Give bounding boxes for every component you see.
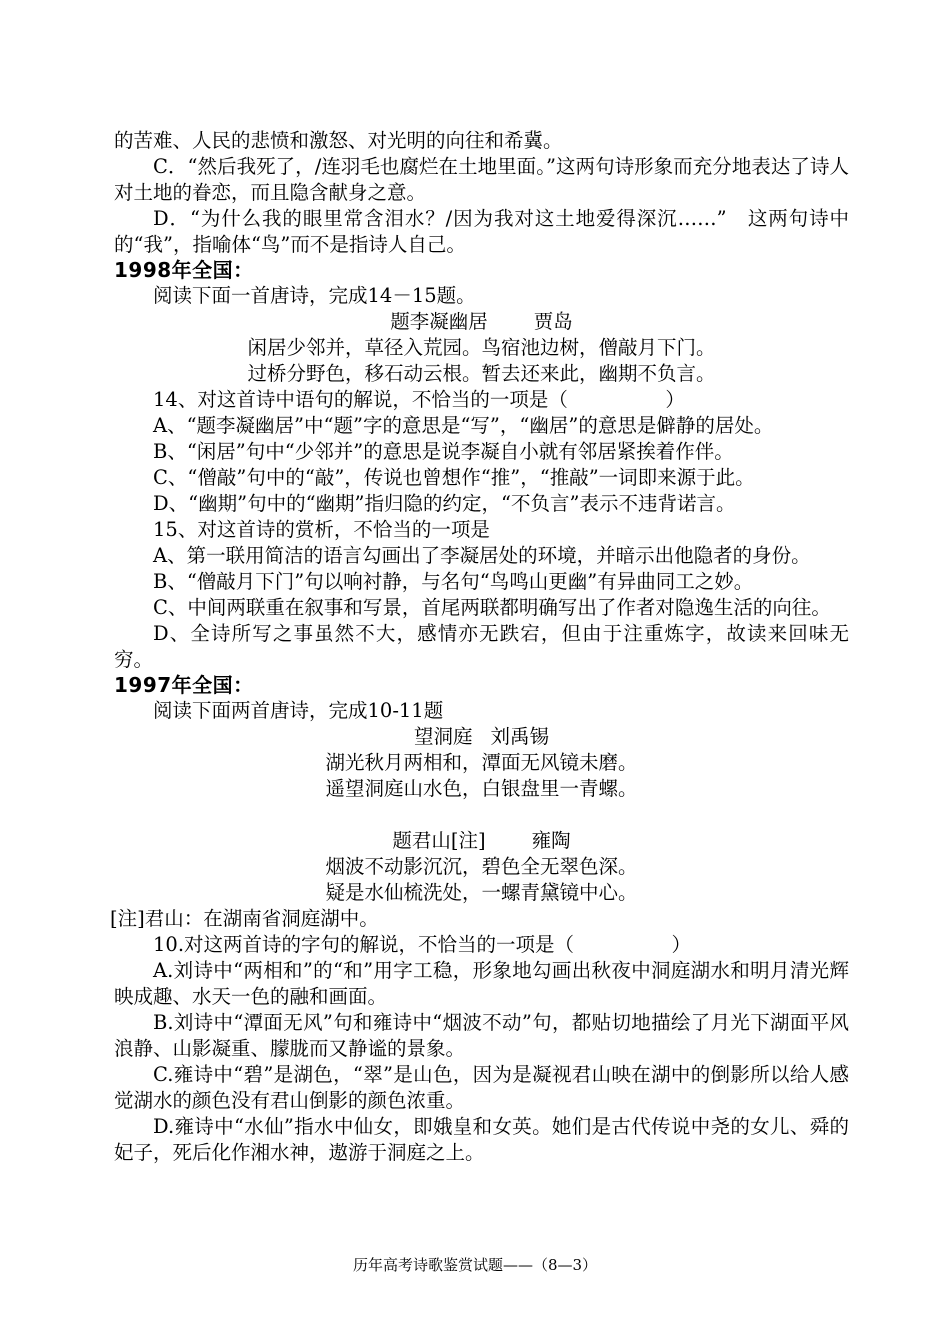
- section-heading-1997: 1997年全国：: [114, 673, 254, 697]
- q14-option-d: D、“幽期”句中的“幽期”指归隐的约定，“不负言”表示不违背诺言。: [153, 492, 736, 515]
- paragraph-continuation: 的苦难、人民的悲愤和激怒、对光明的向往和希冀。: [114, 129, 563, 152]
- question-14: 14、对这首诗中语句的解说，不恰当的一项是（ ）: [153, 388, 685, 411]
- poem2-line: 烟波不动影沉沉，碧色全无翠色深。: [325, 855, 638, 878]
- poem1-line: 湖光秋月两相和，潭面无风镜未磨。: [325, 751, 638, 774]
- q14-option-b: B、“闲居”句中“少邻并”的意思是说李凝自小就有邻居紧挨着作伴。: [153, 440, 734, 463]
- question-15: 15、对这首诗的赏析，不恰当的一项是: [153, 518, 490, 541]
- q15-option-d: D、全诗所写之事虽然不大，感情亦无跌宕，但由于注重炼字，故读来回味无穷。: [114, 622, 849, 671]
- intro-1997: 阅读下面两首唐诗，完成10-11题: [153, 699, 444, 722]
- poem2-line: 疑是水仙梳洗处，一螺青黛镜中心。: [325, 881, 638, 904]
- q15-option-b: B、“僧敲月下门”句以响衬静，与名句“鸟鸣山更幽”有异曲同工之妙。: [153, 570, 754, 593]
- option-d-top: D．“为什么我的眼里常含泪水？/因为我对这土地爱得深沉……” 这两句诗中的“我”，指喻体“鸟”而不是指诗人自己。: [114, 207, 849, 256]
- page-footer: 历年高考诗歌鉴赏试题——（8—3）: [352, 1256, 598, 1274]
- poem1-line: 遥望洞庭山水色，白银盘里一青螺。: [325, 777, 638, 800]
- q10-option-a: A.刘诗中“两相和”的“和”用字工稳，形象地勾画出秋夜中洞庭湖水和明月清光辉映成趣、水天一色的融和画面。: [114, 959, 849, 1008]
- poem-title: 题李凝幽居: [390, 310, 488, 333]
- footnote: [注]君山：在湖南省洞庭湖中。: [110, 907, 379, 930]
- q10-option-b: B.刘诗中“潭面无风”句和雍诗中“烟波不动”句，都贴切地描绘了月光下湖面平风浪静、山影凝重、朦胧而又静谧的景象。: [114, 1011, 849, 1060]
- poem2-title: 题君山[注]: [392, 829, 486, 852]
- poem2-title-line: [114, 828, 849, 854]
- q15-option-c: C、中间两联重在叙事和写景，首尾两联都明确写出了作者对隐逸生活的向往。: [153, 596, 831, 619]
- option-c-top: C．“然后我死了，/连羽毛也腐烂在土地里面。”这两句诗形象而充分地表达了诗人对土地的眷恋，而且隐含献身之意。: [114, 155, 849, 204]
- q10-option-d: D.雍诗中“水仙”指水中仙女，即娥皇和女英。她们是古代传说中尧的女儿、舜的妃子，死后化作湘水神，遨游于洞庭之上。: [114, 1115, 849, 1164]
- question-10: 10.对这两首诗的字句的解说，不恰当的一项是（ ）: [153, 933, 692, 956]
- poem-title-line: [114, 309, 849, 335]
- poem-line: 过桥分野色，移石动云根。暂去还来此，幽期不负言。: [247, 362, 716, 385]
- q10-option-c: C.雍诗中“碧”是湖色，“翠”是山色，因为是凝视君山映在湖中的倒影所以给人感觉湖水的颜色没有君山倒影的颜色浓重。: [114, 1063, 849, 1112]
- intro-1998: 阅读下面一首唐诗，完成14－15题。: [153, 284, 476, 307]
- poem2-author: 雍陶: [531, 829, 571, 852]
- section-heading-1998: 1998年全国：: [114, 258, 254, 282]
- q15-option-a: A、第一联用简洁的语言勾画出了李凝居处的环境，并暗示出他隐者的身份。: [153, 544, 811, 567]
- poem1-title-line: [114, 724, 849, 750]
- page-content: [110, 128, 849, 1166]
- poem1-title: 望洞庭: [413, 725, 473, 748]
- q14-option-c: C、“僧敲”句中的“敲”，传说也曾想作“推”，“推敲”一词即来源于此。: [153, 466, 755, 489]
- q14-option-a: A、“题李凝幽居”中“题”字的意思是“写”，“幽居”的意思是僻静的居处。: [153, 414, 774, 437]
- poem1-author: 刘禹锡: [490, 725, 550, 748]
- poem-author: 贾岛: [533, 310, 573, 333]
- spacer: [114, 802, 849, 828]
- poem-line: 闲居少邻并，草径入荒园。鸟宿池边树，僧敲月下门。: [247, 336, 716, 359]
